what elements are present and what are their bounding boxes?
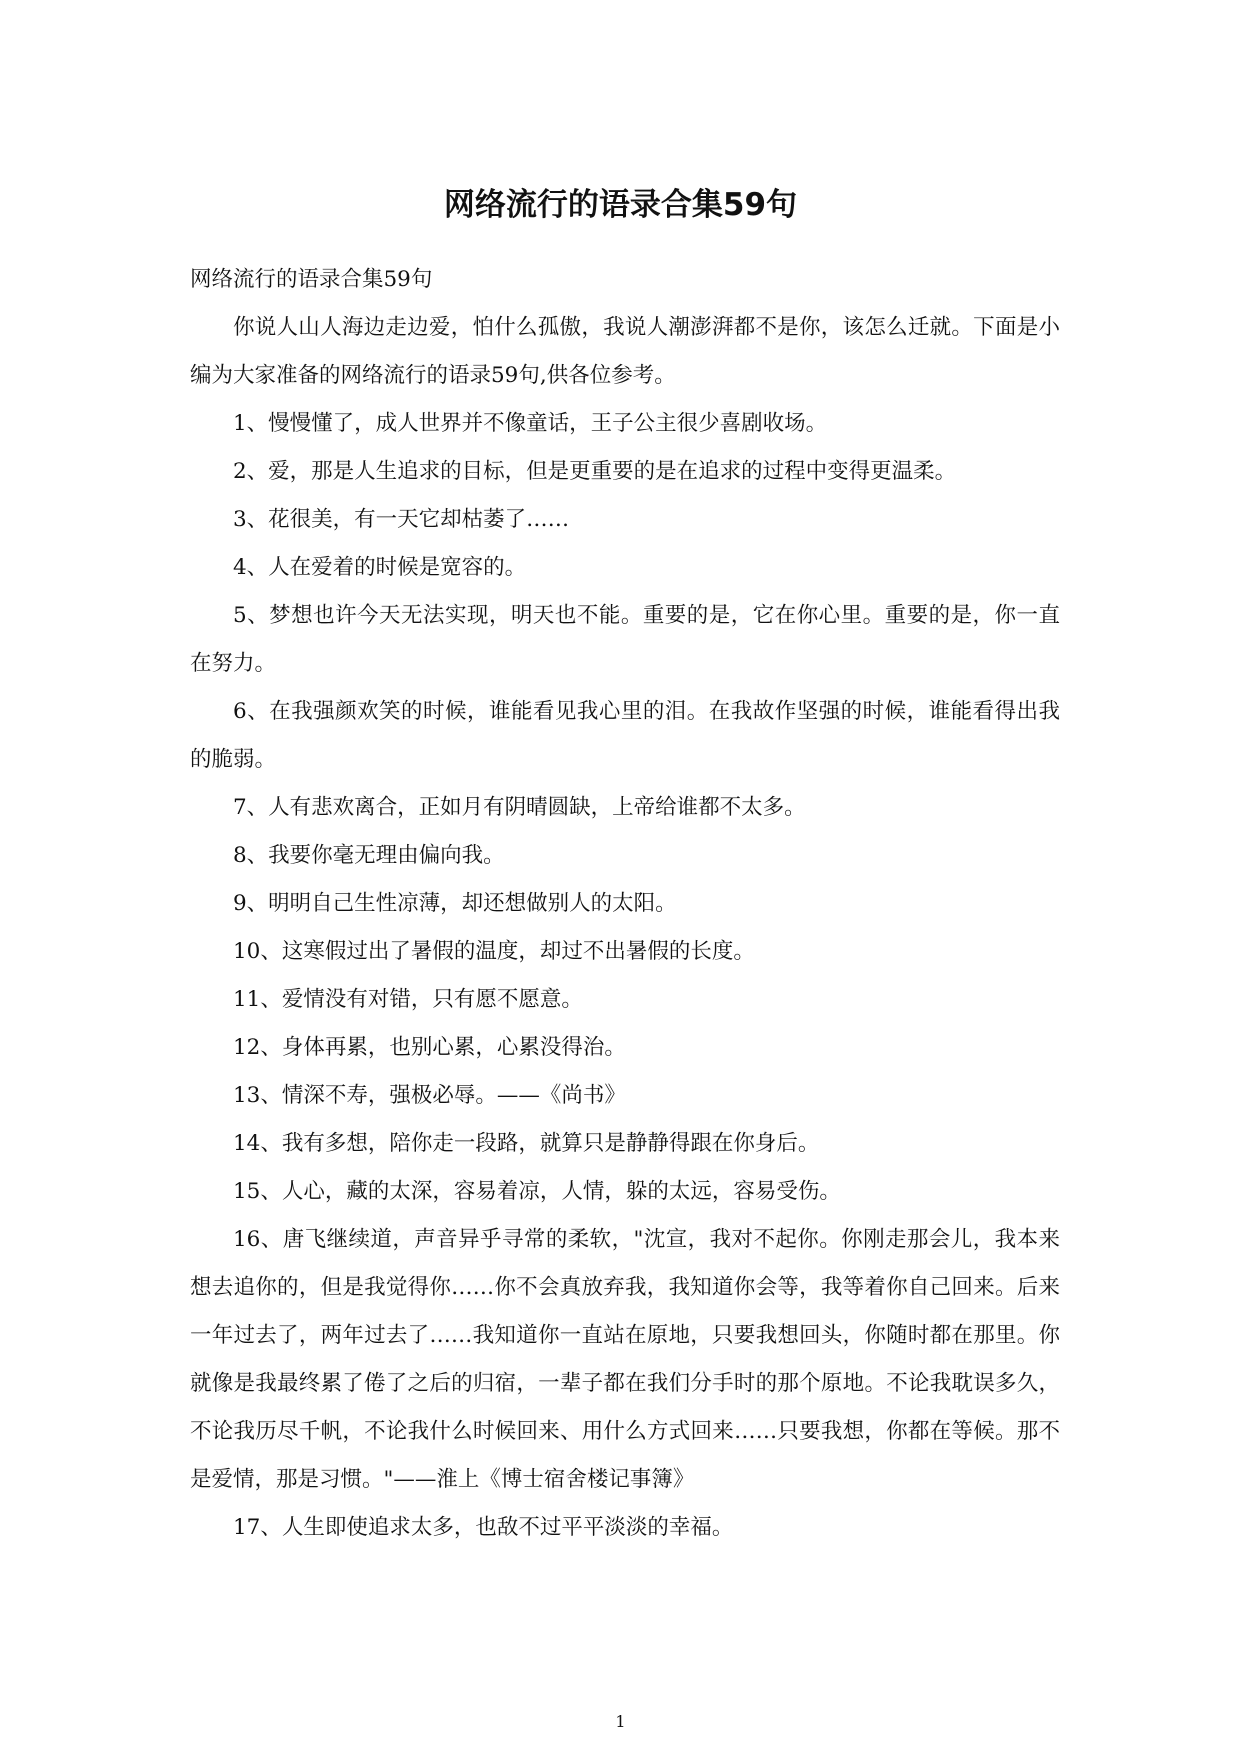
- document-body: [190, 256, 1060, 1552]
- document-title: 网络流行的语录合集59句: [443, 187, 798, 223]
- quote-item: 13、情深不寿，强极必辱。——《尚书》: [233, 1083, 626, 1108]
- quote-item: 1、慢慢懂了，成人世界并不像童话，王子公主很少喜剧收场。: [233, 411, 828, 436]
- intro-paragraph: 你说人山人海边走边爱，怕什么孤傲，我说人潮澎湃都不是你，该怎么迁就。下面是小编为大家准备的网络流行的语录59句,供各位参考。: [190, 315, 1060, 388]
- quote-item: 15、人心，藏的太深，容易着凉，人情，躲的太远，容易受伤。: [233, 1179, 841, 1204]
- quote-item: 14、我有多想，陪你走一段路，就算只是静静得跟在你身后。: [233, 1131, 820, 1156]
- quote-item: 8、我要你毫无理由偏向我。: [233, 843, 505, 868]
- quote-item: 2、爱，那是人生追求的目标，但是更重要的是在追求的过程中变得更温柔。: [233, 459, 957, 484]
- quote-item: 6、在我强颜欢笑的时候，谁能看见我心里的泪。在我故作坚强的时候，谁能看得出我的脆弱。: [190, 699, 1060, 772]
- quote-item: 17、人生即使追求太多，也敌不过平平淡淡的幸福。: [233, 1515, 734, 1540]
- quote-item: 10、这寒假过出了暑假的温度，却过不出暑假的长度。: [233, 939, 755, 964]
- quote-item: 11、爱情没有对错，只有愿不愿意。: [233, 987, 583, 1012]
- quote-item: 12、身体再累，也别心累，心累没得治。: [233, 1035, 626, 1060]
- quote-item: 3、花很美，有一天它却枯萎了……: [233, 507, 570, 532]
- subtitle-line: 网络流行的语录合集59句: [190, 267, 433, 292]
- quote-item: 7、人有悲欢离合，正如月有阴晴圆缺，上帝给谁都不太多。: [233, 795, 806, 820]
- quote-item: 16、唐飞继续道，声音异乎寻常的柔软，"沈宣，我对不起你。你刚走那会儿，我本来想去追你的，但是我觉得你……你不会真放弃我，我知道你会等，我等着你自己回来。后来一年过去了，两年过去了……我知道你一直站在原地，只要我想回头，你随时都在那里。你就像是我最终累了倦了之后的归宿，一辈子都在我们分手时的那个原地。不论我耽误多久，不论我历尽千帆，不论我什么时候回来、用什么方式回来……只要我想，你都在等候。那不是爱情，那是习惯。"——淮上《博士宿舍楼记事簿》: [190, 1227, 1060, 1492]
- quote-item: 4、人在爱着的时候是宽容的。: [233, 555, 527, 580]
- page-number: 1: [615, 1712, 626, 1731]
- quote-item: 5、梦想也许今天无法实现，明天也不能。重要的是，它在你心里。重要的是，你一直在努力。: [190, 603, 1060, 676]
- quote-item: 9、明明自己生性凉薄，却还想做别人的太阳。: [233, 891, 677, 916]
